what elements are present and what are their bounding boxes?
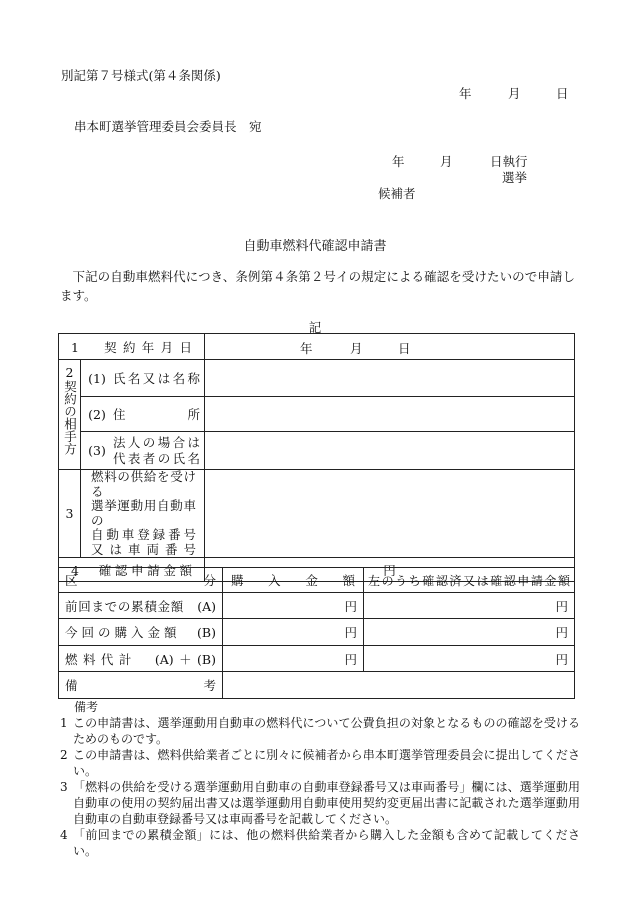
remark-item: 4 「前回までの累積金額」には、他の燃料供給業者から購入した金額も含めて記載してください。 bbox=[60, 828, 580, 858]
total-purchase[interactable]: 円 bbox=[223, 646, 364, 672]
amount-row-current bbox=[59, 619, 575, 646]
document-title: 自動車燃料代確認申請書 bbox=[243, 239, 387, 254]
remarks-heading: 備考 bbox=[74, 700, 99, 714]
contract-table bbox=[58, 333, 575, 582]
row-vehicle-number bbox=[59, 470, 575, 558]
yen-unit: 円 bbox=[383, 562, 396, 578]
counterparty-group: 2 契約の相手方 bbox=[59, 360, 81, 470]
row-counterparty-name bbox=[59, 360, 575, 397]
date-month: 月 bbox=[508, 86, 521, 101]
vehicle-number-num: 3 bbox=[59, 470, 81, 558]
remarks-section bbox=[60, 699, 580, 859]
amount-row-total bbox=[59, 646, 575, 672]
row-contract-date bbox=[59, 334, 575, 360]
cumulative-confirmed[interactable]: 円 bbox=[364, 593, 575, 619]
requested-amount-label: 4 確認申請金額 bbox=[59, 558, 205, 582]
amount-row-remarks bbox=[59, 672, 575, 699]
intro-paragraph: 下記の自動車燃料代につき、条例第４条第２号イの規定による確認を受けたいので申請します。 bbox=[60, 269, 575, 303]
election-month: 月 bbox=[440, 154, 453, 169]
election-year: 年 bbox=[392, 154, 405, 169]
remark-item: 3 「燃料の供給を受ける選挙運動用自動車の自動車登録番号又は車両番号」欄には、選挙運動用自動車の使用の契約届出書又は選挙運動用自動車使用契約変更届出書に記載された選挙運動用自動車の自動車登録番号又は車両番号を記載してください。 bbox=[60, 780, 580, 826]
cumulative-label: 前回までの累積金額 (A) bbox=[59, 593, 223, 619]
remark-item: 2 この申請書は、燃料供給業者ごとに別々に候補者から串本町選挙管理委員会に提出してください。 bbox=[60, 748, 580, 778]
current-purchase[interactable]: 円 bbox=[223, 619, 364, 646]
vehicle-number-value[interactable] bbox=[205, 470, 575, 558]
date-year: 年 bbox=[459, 86, 472, 101]
total-label: 燃料代計 (A)＋(B) bbox=[59, 646, 223, 672]
form-reference: 別記第７号様式(第４条関係) bbox=[61, 68, 221, 83]
header-kubun: 区 分 bbox=[59, 568, 223, 593]
amount-table bbox=[58, 567, 575, 699]
contract-date-label: 1 契約年月日 bbox=[59, 334, 205, 360]
header-confirmed: 左のうち確認済又は確認申請金額 bbox=[364, 568, 575, 593]
current-label: 今回の購入金額 (B) bbox=[59, 619, 223, 646]
current-confirmed[interactable]: 円 bbox=[364, 619, 575, 646]
election-label: 選挙 bbox=[502, 170, 528, 185]
counterparty-name-value[interactable] bbox=[205, 360, 575, 397]
representative-label: (3) 法人の場合は 代表者の氏名 bbox=[81, 432, 205, 470]
ki-heading: 記 bbox=[308, 320, 322, 335]
vehicle-number-label: 燃料の供給を受ける 選挙運動用自動車の 自動車登録番号 又は車両番号 bbox=[81, 470, 205, 558]
amount-header-row bbox=[59, 568, 575, 593]
total-confirmed[interactable]: 円 bbox=[364, 646, 575, 672]
header-purchase: 購入金額 bbox=[223, 568, 364, 593]
remark-item: 1 この申請書は、選挙運動用自動車の燃料代について公費負担の対象となるものの確認を受けるためのものです。 bbox=[60, 716, 580, 746]
amount-row-cumulative bbox=[59, 593, 575, 619]
counterparty-name-label: (1) 氏名又は名称 bbox=[81, 360, 205, 397]
representative-value[interactable] bbox=[205, 432, 575, 470]
candidate-label: 候補者 bbox=[378, 186, 416, 201]
row-representative bbox=[59, 432, 575, 470]
row-counterparty-address bbox=[59, 397, 575, 432]
counterparty-address-value[interactable] bbox=[205, 397, 575, 432]
remarks-label: 備 考 bbox=[59, 672, 223, 699]
election-day: 日執行 bbox=[490, 154, 528, 169]
remarks-value[interactable] bbox=[223, 672, 575, 699]
counterparty-address-label: (2) 住 所 bbox=[81, 397, 205, 432]
date-day: 日 bbox=[556, 86, 569, 101]
cumulative-purchase[interactable]: 円 bbox=[223, 593, 364, 619]
addressee: 串本町選挙管理委員会委員長 宛 bbox=[74, 119, 262, 134]
contract-date-value[interactable]: 年 月 日 bbox=[205, 334, 575, 360]
